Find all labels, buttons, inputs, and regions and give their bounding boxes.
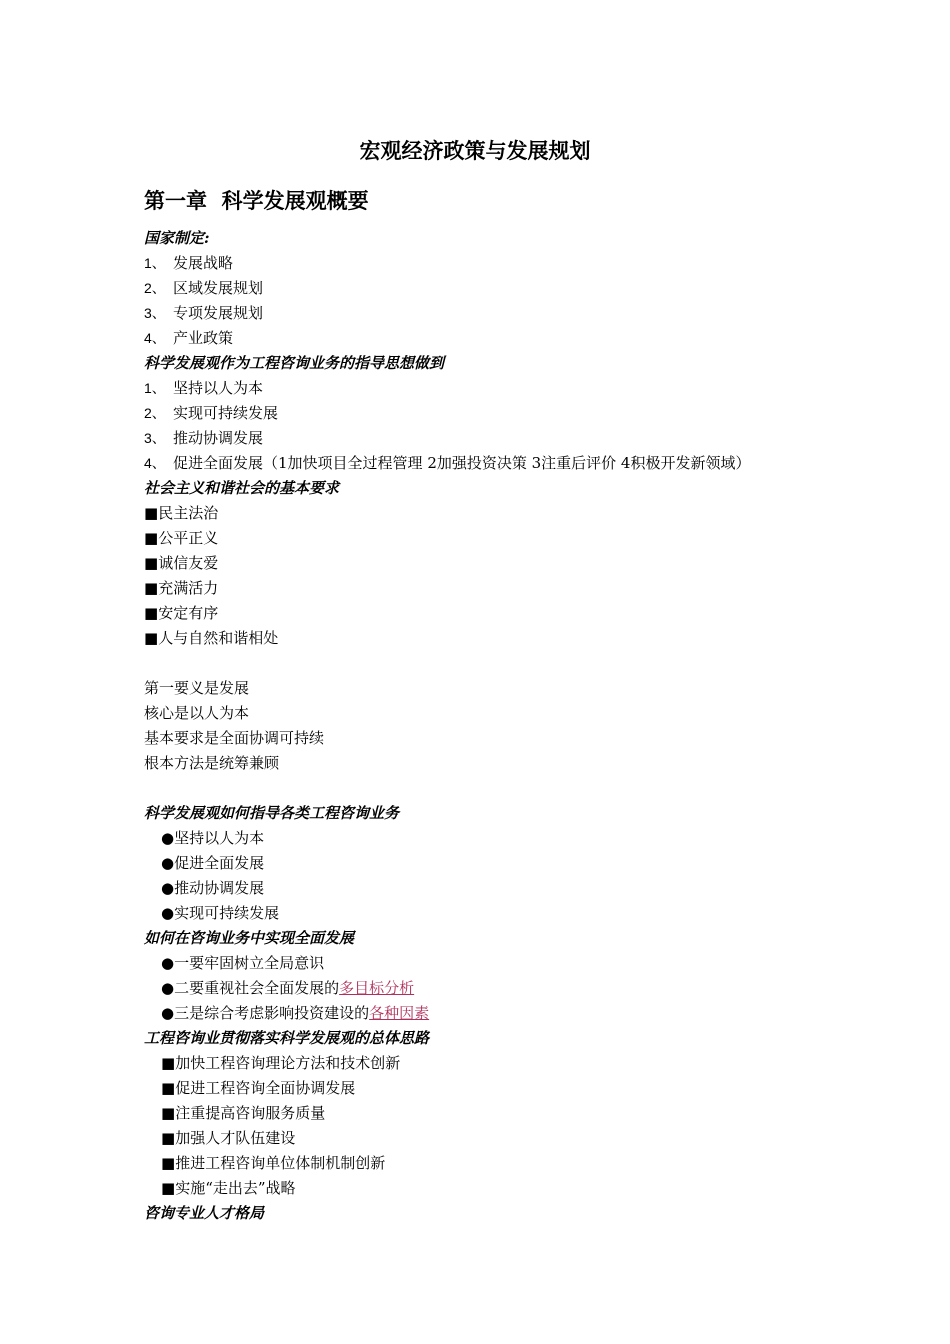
list-item <box>144 576 844 601</box>
dot-bullet-icon: ● <box>161 1004 175 1022</box>
list-item-text: 促进工程咨询全面协调发展 <box>175 1079 356 1097</box>
blank-line <box>144 651 844 676</box>
section-heading: 如何在咨询业务中实现全面发展 <box>144 929 355 947</box>
square-bullet-icon: ■ <box>161 1104 176 1122</box>
square-bullet-icon: ■ <box>161 1179 176 1197</box>
dot-bullet-icon: ● <box>161 829 175 847</box>
list-item-text: 促进全面发展（1加快项目全过程管理 2加强投资决策 3注重后评价 4积极开发新领域） <box>173 454 751 472</box>
list-item <box>144 501 844 526</box>
square-bullet-icon: ■ <box>161 1054 176 1072</box>
dot-bullet-icon: ● <box>161 854 175 872</box>
list-item <box>144 626 844 651</box>
list-item <box>144 1001 844 1026</box>
multi-objective-analysis-link[interactable]: 多目标分析 <box>339 979 415 997</box>
list-item <box>144 551 844 576</box>
list-item-text: 民主法治 <box>158 504 219 522</box>
list-item-text: 实施“走出去”战略 <box>175 1179 296 1197</box>
paragraph-line: 基本要求是全面协调可持续 <box>144 729 325 747</box>
list-item-text: 加强人才队伍建设 <box>175 1129 296 1147</box>
list-number: 3、 <box>144 430 166 446</box>
list-item-text: 注重提高咨询服务质量 <box>175 1104 326 1122</box>
list-item <box>144 1151 844 1176</box>
document-title: 宏观经济政策与发展规划 <box>359 138 591 163</box>
list-item-text: 诚信友爱 <box>158 554 219 572</box>
list-number: 4、 <box>144 455 166 471</box>
list-item <box>144 601 844 626</box>
list-item <box>144 1051 844 1076</box>
list-item <box>144 276 844 301</box>
list-item <box>144 451 844 476</box>
list-item-text: 三是综合考虑影响投资建设的 <box>174 1004 370 1022</box>
list-item-text: 产业政策 <box>173 329 234 347</box>
list-item-text: 区域发展规划 <box>173 279 264 297</box>
square-bullet-icon: ■ <box>161 1154 176 1172</box>
list-item-text: 充满活力 <box>158 579 219 597</box>
square-bullet-icon: ■ <box>161 1079 176 1097</box>
square-bullet-icon: ■ <box>144 604 159 622</box>
list-item-text: 加快工程咨询理论方法和技术创新 <box>175 1054 401 1072</box>
square-bullet-icon: ■ <box>144 629 159 647</box>
list-item-text: 安定有序 <box>158 604 219 622</box>
section-heading: 科学发展观作为工程咨询业务的指导思想做到 <box>144 354 445 372</box>
list-number: 1、 <box>144 380 166 396</box>
list-item-text: 实现可持续发展 <box>173 404 279 422</box>
square-bullet-icon: ■ <box>144 554 159 572</box>
section-heading: 社会主义和谐社会的基本要求 <box>144 479 340 497</box>
list-item <box>144 851 844 876</box>
list-item <box>144 1126 844 1151</box>
dot-bullet-icon: ● <box>161 879 175 897</box>
list-item-text: 推动协调发展 <box>174 879 265 897</box>
section-heading: 科学发展观如何指导各类工程咨询业务 <box>144 804 400 822</box>
list-number: 2、 <box>144 405 166 421</box>
dot-bullet-icon: ● <box>161 904 175 922</box>
list-item <box>144 1176 844 1201</box>
list-item-text: 一要牢固树立全局意识 <box>174 954 325 972</box>
list-item <box>144 1101 844 1126</box>
list-item <box>144 1076 844 1101</box>
section-heading: 咨询专业人才格局 <box>144 1204 265 1222</box>
various-factors-link[interactable]: 各种因素 <box>369 1004 430 1022</box>
square-bullet-icon: ■ <box>161 1129 176 1147</box>
list-item <box>144 426 844 451</box>
list-item <box>144 526 844 551</box>
list-item <box>144 951 844 976</box>
blank-line <box>144 776 844 801</box>
list-item <box>144 401 844 426</box>
paragraph-line: 根本方法是统筹兼顾 <box>144 754 280 772</box>
list-item-text: 坚持以人为本 <box>173 379 264 397</box>
list-number: 2、 <box>144 280 166 296</box>
dot-bullet-icon: ● <box>161 979 175 997</box>
section-heading: 工程咨询业贯彻落实科学发展观的总体思路 <box>144 1029 430 1047</box>
list-item <box>144 376 844 401</box>
list-number: 4、 <box>144 330 166 346</box>
list-item <box>144 876 844 901</box>
list-item-text: 推动协调发展 <box>173 429 264 447</box>
list-item-text: 人与自然和谐相处 <box>158 629 279 647</box>
list-item-text: 促进全面发展 <box>174 854 265 872</box>
square-bullet-icon: ■ <box>144 579 159 597</box>
list-item-text: 专项发展规划 <box>173 304 264 322</box>
paragraph-line: 核心是以人为本 <box>144 704 250 722</box>
list-item-text: 坚持以人为本 <box>174 829 265 847</box>
list-item <box>144 901 844 926</box>
list-item <box>144 976 844 1001</box>
document-body <box>144 226 844 1226</box>
list-number: 3、 <box>144 305 166 321</box>
section-heading: 国家制定: <box>144 229 210 247</box>
list-item-text: 推进工程咨询单位体制机制创新 <box>175 1154 386 1172</box>
list-item <box>144 251 844 276</box>
list-number: 1、 <box>144 255 166 271</box>
dot-bullet-icon: ● <box>161 954 175 972</box>
list-item-text: 公平正义 <box>158 529 219 547</box>
list-item <box>144 326 844 351</box>
square-bullet-icon: ■ <box>144 504 159 522</box>
paragraph-line: 第一要义是发展 <box>144 679 250 697</box>
list-item <box>144 301 844 326</box>
list-item-text: 实现可持续发展 <box>174 904 280 922</box>
list-item-text: 二要重视社会全面发展的 <box>174 979 340 997</box>
list-item <box>144 826 844 851</box>
list-item-text: 发展战略 <box>173 254 234 272</box>
chapter-heading: 第一章 科学发展观概要 <box>144 188 369 213</box>
square-bullet-icon: ■ <box>144 529 159 547</box>
